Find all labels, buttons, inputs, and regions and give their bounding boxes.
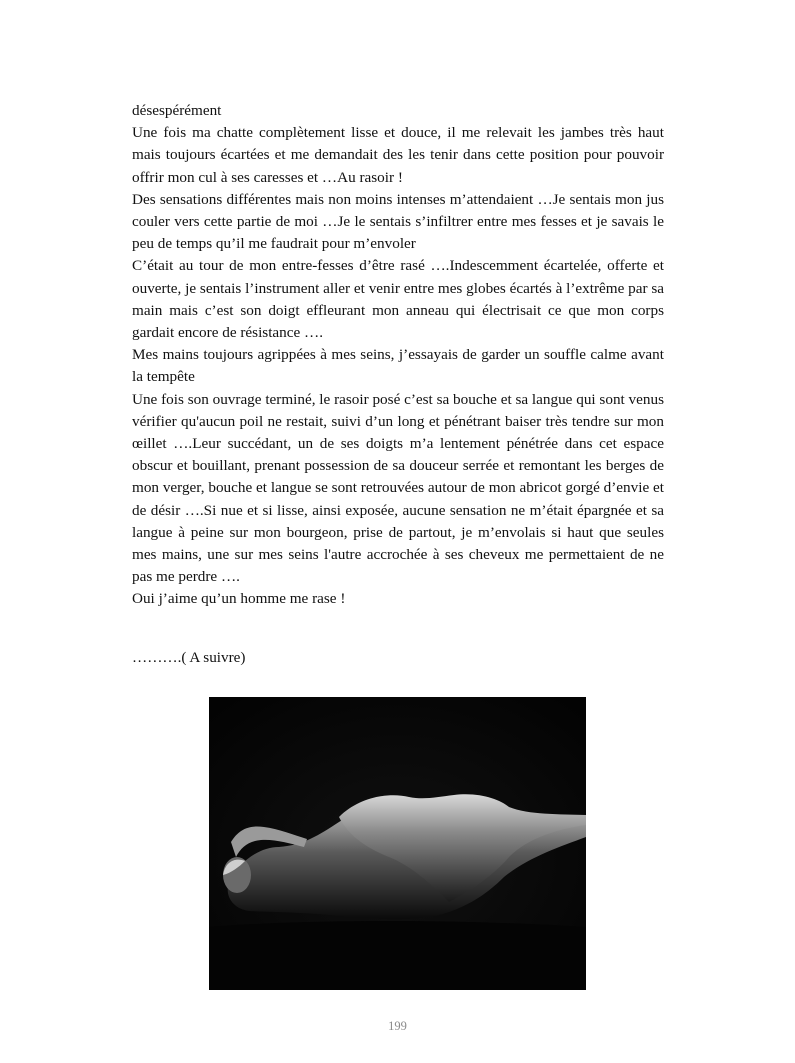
paragraph: Des sensations différentes mais non moins intenses m’attendaient …Je sentais mon jus couler vers cette partie de moi …Je le sentais s’infiltrer entre mes fesses et je savais le peu de temps qu’il me faudrait pour m’envoler — [132, 190, 664, 253]
black-and-white-photo — [209, 697, 586, 990]
paragraph: Une fois son ouvrage terminé, le rasoir posé c’est sa bouche et sa langue qui sont venus vérifier qu'aucun poil ne restait, suivi d’un long et pénétrant baiser très tendre sur mon œillet ….Leur succédant, un de ses doigts m’a lentement pénétrée dans cet espace obscur et bouillant, prenant possession de sa douceur serrée et remontant les berges de mon verger, bouche et langue se sont retrouvées autour de mon abricot gorgé d’envie et de désir ….Si nue et si lisse, ainsi exposée, aucune sensation ne m’était épargnée et sa langue à peine sur mon bourgeon, prise de partout, je m’envolais si haut que seules mes mains, une sur mes seins l'autre accrochée à ses cheveux me permettaient de ne pas me perdre …. — [132, 390, 664, 586]
photo-figure-silhouette — [209, 697, 586, 990]
body-text — [132, 100, 664, 611]
page-number: 199 — [388, 1019, 407, 1033]
paragraph: Oui j’aime qu’un homme me rase ! — [132, 590, 346, 608]
continuation-note: ……….( A suivre) — [132, 649, 246, 666]
paragraph: C’était au tour de mon entre-fesses d’être rasé ….Indescemment écartelée, offerte et ouverte, je sentais l’instrument aller et venir entre mes globes écartés à l’extrême par sa main mais c’est son doigt effleurant mon anneau qui électrisait ce que mon corps gardait encore de résistance …. — [132, 257, 664, 342]
paragraph: Une fois ma chatte complètement lisse et douce, il me relevait les jambes très haut mais toujours écartées et me demandait des les tenir dans cette position pour pouvoir offrir mon cul à ses caresses et …Au rasoir ! — [132, 124, 664, 186]
paragraph: Mes mains toujours agrippées à mes seins, j’essayais de garder un souffle calme avant la tempête — [132, 346, 664, 386]
paragraph: désespérément — [132, 102, 222, 119]
